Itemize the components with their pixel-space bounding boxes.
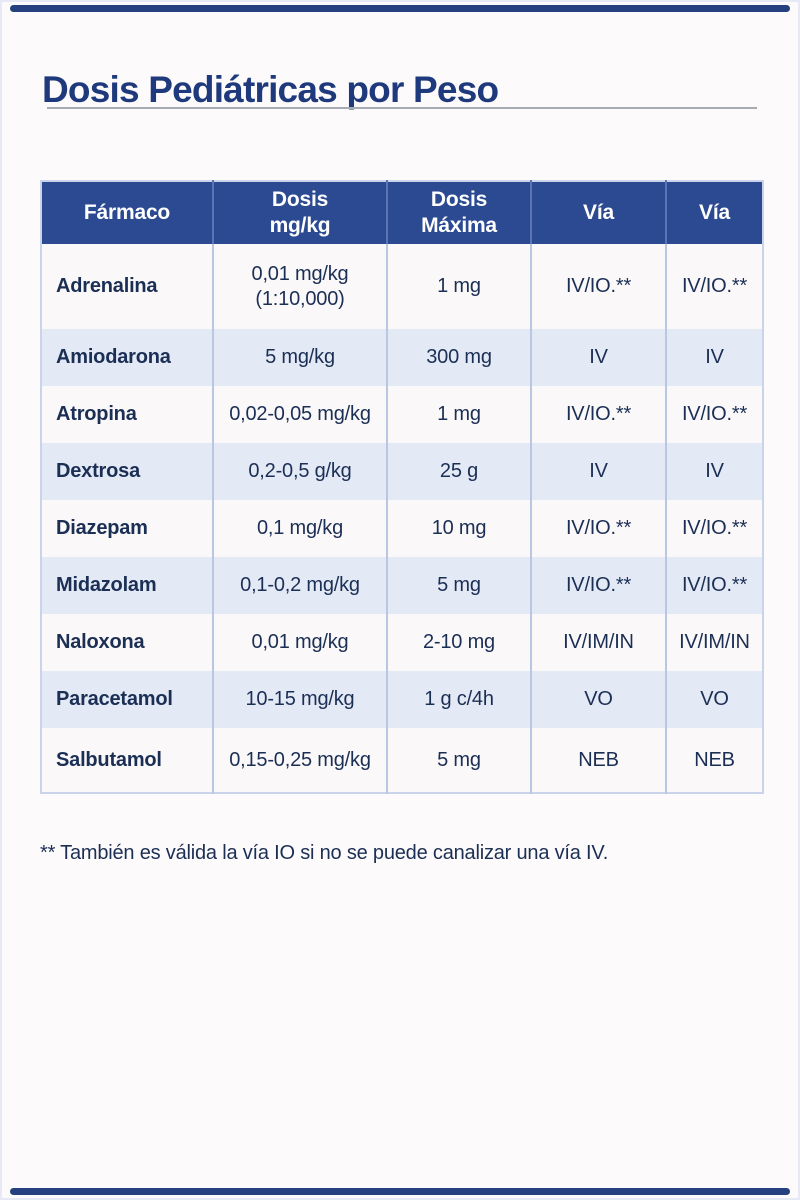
table-cell: 25 g: [387, 443, 531, 500]
table-cell: IV/IO.**: [531, 386, 666, 443]
table-row: [41, 671, 763, 728]
column-header: Vía: [666, 181, 763, 244]
table-cell: 0,15-0,25 mg/kg: [213, 728, 387, 793]
table-row: [41, 244, 763, 329]
table-header-row: [41, 181, 763, 244]
drug-name-cell: Midazolam: [41, 557, 213, 614]
table-row: [41, 557, 763, 614]
table-row: [41, 386, 763, 443]
table-row: [41, 329, 763, 386]
table-cell: 5 mg/kg: [213, 329, 387, 386]
footnote: ** También es válida la vía IO si no se puede canalizar una vía IV.: [40, 842, 609, 864]
table-cell: 5 mg: [387, 557, 531, 614]
drug-name-cell: Paracetamol: [41, 671, 213, 728]
table-row: [41, 614, 763, 671]
table-cell: IV/IO.**: [666, 500, 763, 557]
table-cell: IV/IM/IN: [531, 614, 666, 671]
drug-name-cell: Adrenalina: [41, 244, 213, 329]
title-divider: [47, 107, 757, 109]
bottom-accent-bar: [10, 1188, 790, 1195]
drug-name-cell: Amiodarona: [41, 329, 213, 386]
table-body: [41, 244, 763, 793]
table-row: [41, 728, 763, 793]
table-cell: 300 mg: [387, 329, 531, 386]
drug-name-cell: Atropina: [41, 386, 213, 443]
table-cell: 10-15 mg/kg: [213, 671, 387, 728]
table-cell: 0,01 mg/kg (1:10,000): [213, 244, 387, 329]
table-cell: 1 mg: [387, 244, 531, 329]
table-cell: 0,01 mg/kg: [213, 614, 387, 671]
table-cell: IV: [666, 443, 763, 500]
column-header: Dosis mg/kg: [213, 181, 387, 244]
column-header: Dosis Máxima: [387, 181, 531, 244]
drug-name-cell: Salbutamol: [41, 728, 213, 793]
column-header: Fármaco: [41, 181, 213, 244]
table-cell: 10 mg: [387, 500, 531, 557]
table-cell: IV: [531, 443, 666, 500]
table-cell: 0,1-0,2 mg/kg: [213, 557, 387, 614]
table-cell: 0,2-0,5 g/kg: [213, 443, 387, 500]
table-cell: NEB: [666, 728, 763, 793]
table-row: [41, 500, 763, 557]
table-cell: IV/IO.**: [666, 557, 763, 614]
table-cell: 0,1 mg/kg: [213, 500, 387, 557]
table-cell: 0,02-0,05 mg/kg: [213, 386, 387, 443]
table-cell: IV/IO.**: [666, 386, 763, 443]
table-cell: VO: [531, 671, 666, 728]
table-cell: IV/IO.**: [531, 557, 666, 614]
table-cell: IV/IO.**: [531, 500, 666, 557]
drug-name-cell: Diazepam: [41, 500, 213, 557]
drug-name-cell: Naloxona: [41, 614, 213, 671]
table-cell: 1 mg: [387, 386, 531, 443]
table-row: [41, 443, 763, 500]
pediatric-dose-table: [40, 180, 764, 794]
top-accent-bar: [10, 5, 790, 12]
table-cell: 5 mg: [387, 728, 531, 793]
table-cell: IV/IM/IN: [666, 614, 763, 671]
table-cell: IV: [666, 329, 763, 386]
drug-name-cell: Dextrosa: [41, 443, 213, 500]
table-cell: IV/IO.**: [531, 244, 666, 329]
table-cell: 2-10 mg: [387, 614, 531, 671]
table-cell: 1 g c/4h: [387, 671, 531, 728]
table-cell: NEB: [531, 728, 666, 793]
column-header: Vía: [531, 181, 666, 244]
page-title: Dosis Pediátricas por Peso: [42, 68, 499, 110]
table-cell: VO: [666, 671, 763, 728]
table-cell: IV: [531, 329, 666, 386]
table-cell: IV/IO.**: [666, 244, 763, 329]
